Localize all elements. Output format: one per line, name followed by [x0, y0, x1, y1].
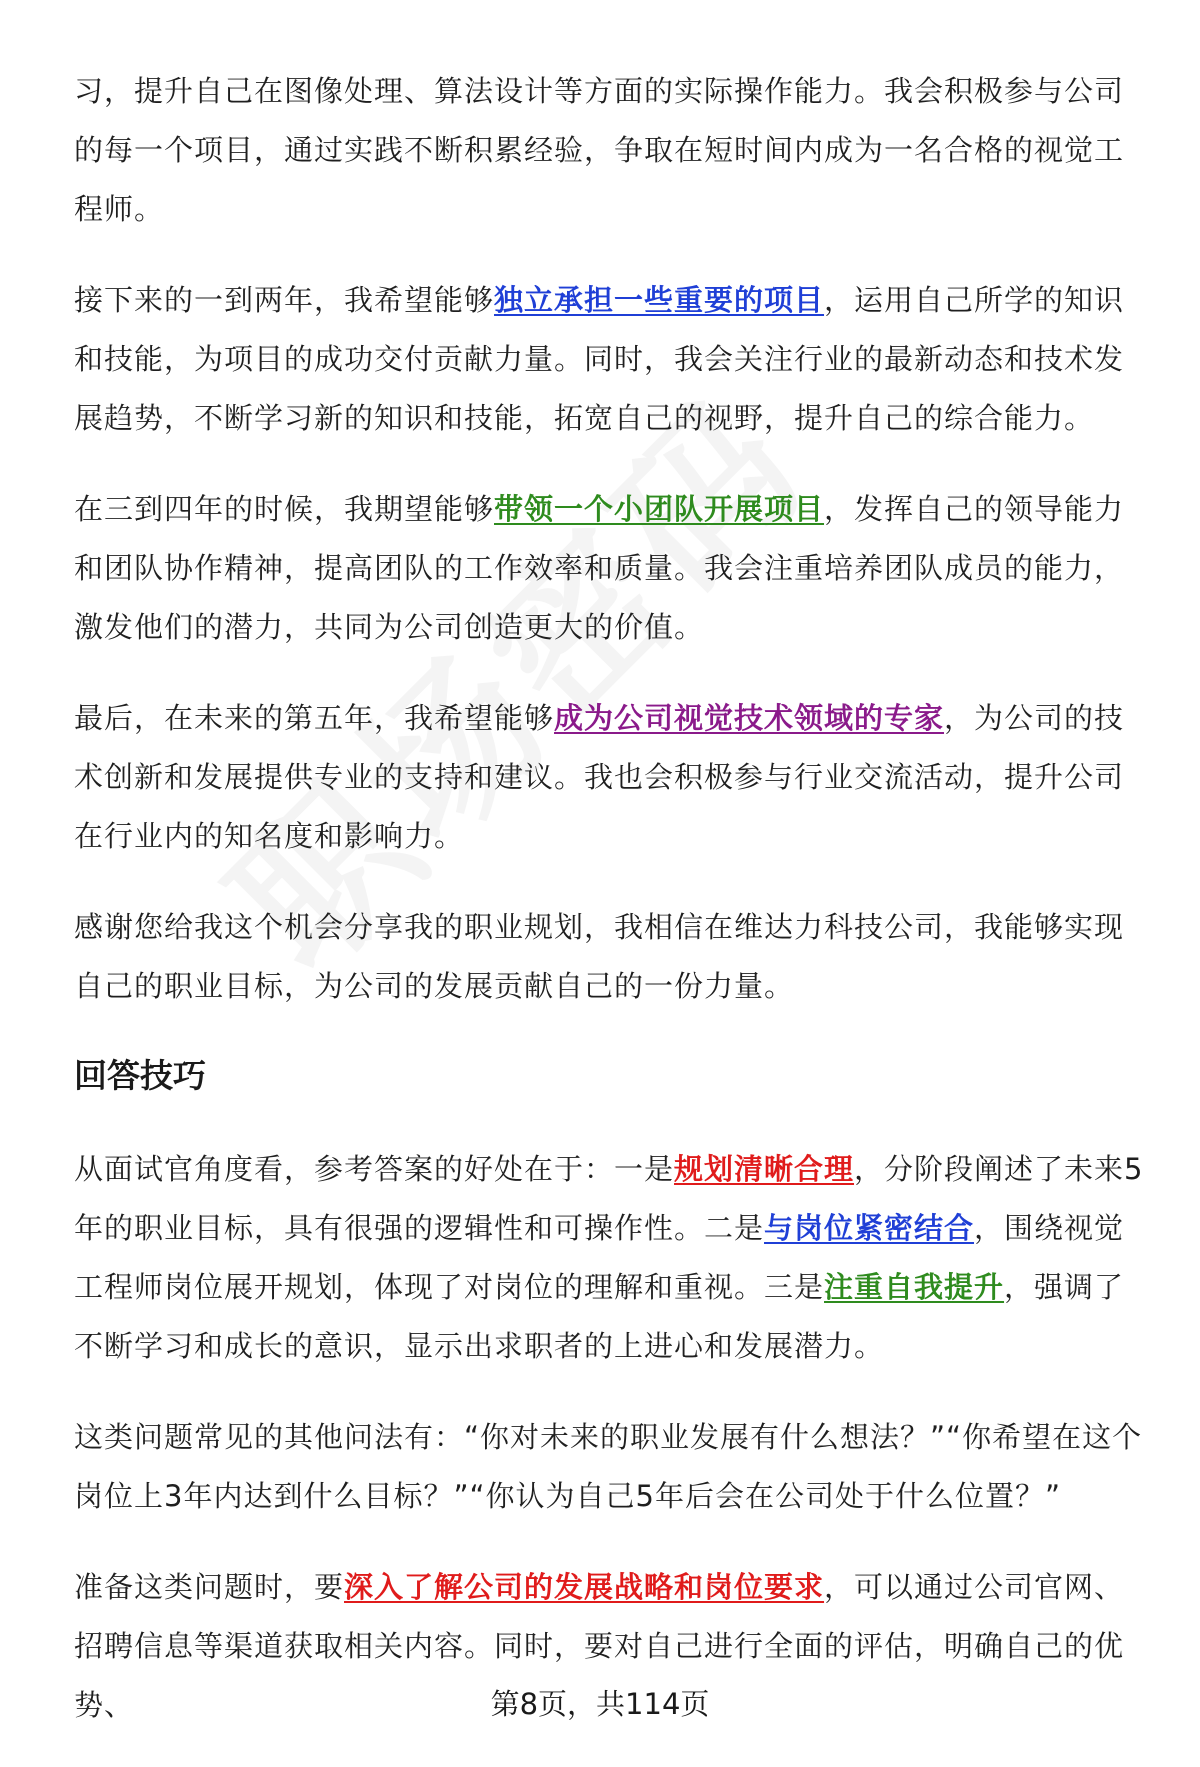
paragraph-2 [74, 271, 1150, 448]
highlight-lead-team: 带领一个小团队开展项目 [494, 492, 825, 526]
tips-3-text-after: ，可以通过公司官网、招聘信息等渠道获取相关内容。同时，要对自己进行全面的评估，明确自己的优势、 [74, 1570, 1125, 1722]
paragraph-4-text-after: ，为公司的技术创新和发展提供专业的支持和建议。我也会积极参与行业交流活动，提升公司在行业内的知名度和影响力。 [74, 701, 1125, 853]
tips-1-text-4: ，强调了不断学习和成长的意识，显示出求职者的上进心和发展潜力。 [74, 1270, 1125, 1363]
tips-1-text-2: ，分阶段阐述了未来5年的职业目标，具有很强的逻辑性和可操作性。二是 [74, 1152, 1144, 1245]
paragraph-3-text-after: ，发挥自己的领导能力和团队协作精神，提高团队的工作效率和质量。我会注重培养团队成员的能力，激发他们的潜力，共同为公司创造更大的价值。 [74, 492, 1125, 644]
highlight-become-expert: 成为公司视觉技术领域的专家 [554, 701, 945, 735]
highlight-clear-plan: 规划清晰合理 [674, 1152, 855, 1186]
paragraph-1: 习，提升自己在图像处理、算法设计等方面的实际操作能力。我会积极参与公司的每一个项目，通过实践不断积累经验，争取在短时间内成为一名合格的视觉工程师。 [74, 74, 1125, 226]
highlight-company-strategy: 深入了解公司的发展战略和岗位要求 [344, 1570, 825, 1604]
tips-1-text-1: 从面试官角度看，参考答案的好处在于：一是 [74, 1152, 675, 1186]
paragraph-3 [74, 480, 1150, 657]
tips-paragraph-2: 这类问题常见的其他问法有：“你对未来的职业发展有什么想法？”“你希望在这个岗位上3年内达到什么目标？”“你认为自己5年后会在公司处于什么位置？” [74, 1420, 1143, 1513]
paragraph-5: 感谢您给我这个机会分享我的职业规划，我相信在维达力科技公司，我能够实现自己的职业目标，为公司的发展贡献自己的一份力量。 [74, 910, 1125, 1003]
paragraph-4 [74, 689, 1150, 866]
paragraph-4-text-before: 最后，在未来的第五年，我希望能够 [74, 701, 555, 735]
paragraph-2-text-before: 接下来的一到两年，我希望能够 [74, 283, 495, 317]
tips-1-text-3: ，围绕视觉工程师岗位展开规划，体现了对岗位的理解和重视。三是 [74, 1211, 1125, 1304]
document-page [74, 62, 1150, 1767]
paragraph-2-text-after: ，运用自己所学的知识和技能，为项目的成功交付贡献力量。同时，我会关注行业的最新动态和技术发展趋势，不断学习新的知识和技能，拓宽自己的视野，提升自己的综合能力。 [74, 283, 1125, 435]
highlight-self-improvement: 注重自我提升 [824, 1270, 1005, 1304]
tips-3-text-before: 准备这类问题时，要 [74, 1570, 345, 1604]
tips-paragraph-1 [74, 1140, 1150, 1376]
highlight-job-fit: 与岗位紧密结合 [764, 1211, 975, 1245]
page-number-footer: 第8页，共114页 [490, 1687, 710, 1721]
paragraph-3-text-before: 在三到四年的时候，我期望能够 [74, 492, 495, 526]
section-heading-answer-tips: 回答技巧 [74, 1056, 206, 1095]
highlight-independent-projects: 独立承担一些重要的项目 [494, 283, 825, 317]
